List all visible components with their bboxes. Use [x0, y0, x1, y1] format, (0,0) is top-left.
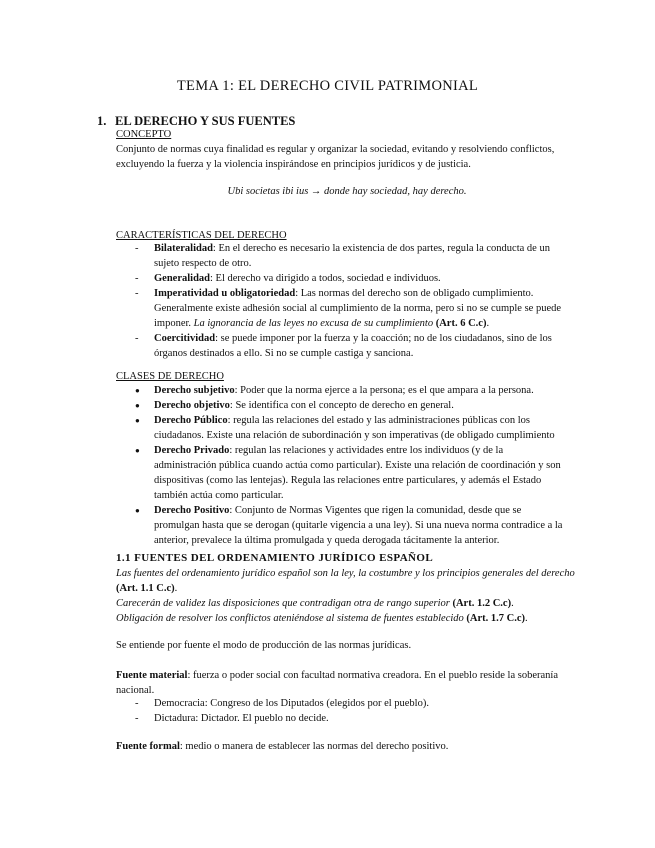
list-item: [135, 443, 563, 503]
list-item: [135, 241, 563, 271]
article-tail: .: [525, 613, 528, 624]
dash-marker: -: [135, 698, 139, 709]
list-item: [135, 398, 563, 413]
article-line: [116, 596, 578, 611]
fuente-material-text: : fuerza o poder social con facultad normativa creadora. En el pueblo reside la soberanía nacional.: [116, 670, 558, 696]
bullet-marker: ●: [135, 506, 140, 515]
list-item: [135, 286, 563, 331]
item-text: Dictadura: Dictador. El pueblo no decide.: [154, 713, 329, 724]
item-term: Derecho Público: [154, 415, 228, 426]
bullet-marker: ●: [135, 386, 140, 395]
article-ref: (Art. 1.2 C.c): [449, 598, 512, 609]
item-term: Derecho subjetivo: [154, 385, 235, 396]
item-term: Imperatividad u obligatoriedad: [154, 288, 296, 299]
list-item: [135, 413, 563, 443]
fuente-formal-term: Fuente formal: [116, 741, 180, 752]
clases-list: [135, 383, 563, 548]
article-tail: .: [174, 583, 178, 594]
item-term: Derecho Privado: [154, 445, 230, 456]
dash-marker: -: [135, 333, 139, 344]
item-text: Democracia: Congreso de los Diputados (elegidos por el pueblo).: [154, 698, 429, 709]
list-item: [135, 383, 563, 398]
concepto-text: Conjunto de normas cuya finalidad es regular y organizar la sociedad, evitando y resolviendo conflictos, excluyendo la fuerza y la violencia inspirándose en principios jurídicos y de justicia.: [116, 144, 555, 170]
fuente-material: [116, 668, 578, 698]
clases-heading: CLASES DE DERECHO: [116, 371, 224, 382]
list-item: [135, 696, 563, 711]
section-number: 1.: [97, 114, 107, 128]
item-ref: (Art. 6 C.c): [433, 318, 487, 329]
item-tail: .: [486, 318, 490, 329]
item-term: Coercitividad: [154, 333, 216, 344]
quote: Ubi societas ibi ius → donde hay sociedad, hay derecho.: [227, 186, 467, 197]
list-item: [135, 503, 563, 548]
fuente-formal-text: : medio o manera de establecer las normas del derecho positivo.: [179, 741, 449, 752]
caracteristicas-list: [135, 241, 563, 361]
bullet-marker: ●: [135, 446, 140, 455]
fuente-material-term: Fuente material: [116, 670, 188, 681]
list-item: [135, 711, 563, 726]
item-text: : Las normas del derecho son de obligado cumplimiento. Generalmente existe adhesión social al cumplimiento de la norma, pero si no se cumple se puede imponer.: [154, 288, 562, 329]
concepto-heading: CONCEPTO: [116, 129, 172, 140]
article-text: Obligación de resolver los conflictos ateniéndose al sistema de fuentes establecido: [116, 613, 464, 624]
dash-marker: -: [135, 713, 139, 724]
article-ref: (Art. 1.1 C.c): [116, 583, 175, 594]
caracteristicas-heading: CARACTERÍSTICAS DEL DERECHO: [116, 230, 287, 241]
article-ref: (Art. 1.7 C.c): [463, 613, 526, 624]
item-text: : En el derecho es necesario la existencia de dos partes, regula la conducta de un sujeto respecto de otro.: [154, 243, 550, 269]
article-line: [116, 611, 578, 626]
item-text: : Poder que la norma ejerce a la persona; es el que ampara a la persona.: [234, 385, 534, 396]
fuentes-articles: [116, 566, 578, 626]
item-term: Derecho objetivo: [154, 400, 230, 411]
item-text: : se puede imponer por la fuerza y la coacción; no de los ciudadanos, sino de los órganos destinados a ello. Si no se cumple castiga y sanciona.: [154, 333, 552, 359]
fuente-formal: [116, 739, 578, 754]
item-italic: La ignorancia de las leyes no excusa de su cumplimiento: [193, 318, 434, 329]
article-text: Carecerán de validez las disposiciones que contradigan otra de rango superior: [116, 598, 450, 609]
item-text: : regulan las relaciones y actividades entre los individuos (y de la administración pública cuando actúa como particular). Existe una relación de coordinación y son dispositivas (como las lentejas). Regula las relaciones entre particulares, y además el Estado también actúa como particular.: [154, 445, 561, 501]
dash-marker: -: [135, 243, 139, 254]
article-text: Las fuentes del ordenamiento jurídico español son la ley, la costumbre y los principios generales del derecho: [116, 568, 575, 579]
bullet-marker: ●: [135, 416, 140, 425]
section-title: EL DERECHO Y SUS FUENTES: [115, 114, 296, 128]
list-item: [135, 331, 563, 361]
list-item: [135, 271, 563, 286]
item-term: Bilateralidad: [154, 243, 213, 254]
concepto-block: [116, 127, 578, 172]
document-title: TEMA 1: EL DERECHO CIVIL PATRIMONIAL: [176, 78, 479, 94]
item-text: : regula las relaciones del estado y las administraciones públicas con los ciudadanos. Existe una relación de subordinación y son imperativas (de obligado cumplimiento: [154, 415, 555, 441]
fuente-material-list: [135, 696, 563, 726]
item-term: Derecho Positivo: [154, 505, 230, 516]
item-term: Generalidad: [154, 273, 211, 284]
fuente-definition: Se entiende por fuente el modo de producción de las normas jurídicas.: [116, 640, 412, 651]
article-tail: .: [511, 598, 514, 609]
dash-marker: -: [135, 288, 139, 299]
dash-marker: -: [135, 273, 139, 284]
item-text: : Conjunto de Normas Vigentes que rigen la comunidad, desde que se promulgan hasta que se derogan (quitarle vigencia a una ley). Si una nueva norma contradice a la anterior, prevalece la última promulgada y queda derogada tácitamente la anterior.: [154, 505, 563, 546]
bullet-marker: ●: [135, 401, 140, 410]
subsection-heading: 1.1 FUENTES DEL ORDENAMIENTO JURÍDICO ESPAÑOL: [116, 552, 434, 564]
item-text: : Se identifica con el concepto de derecho en general.: [229, 400, 454, 411]
article-line: [116, 566, 578, 596]
item-text: : El derecho va dirigido a todos, sociedad e individuos.: [210, 273, 441, 284]
